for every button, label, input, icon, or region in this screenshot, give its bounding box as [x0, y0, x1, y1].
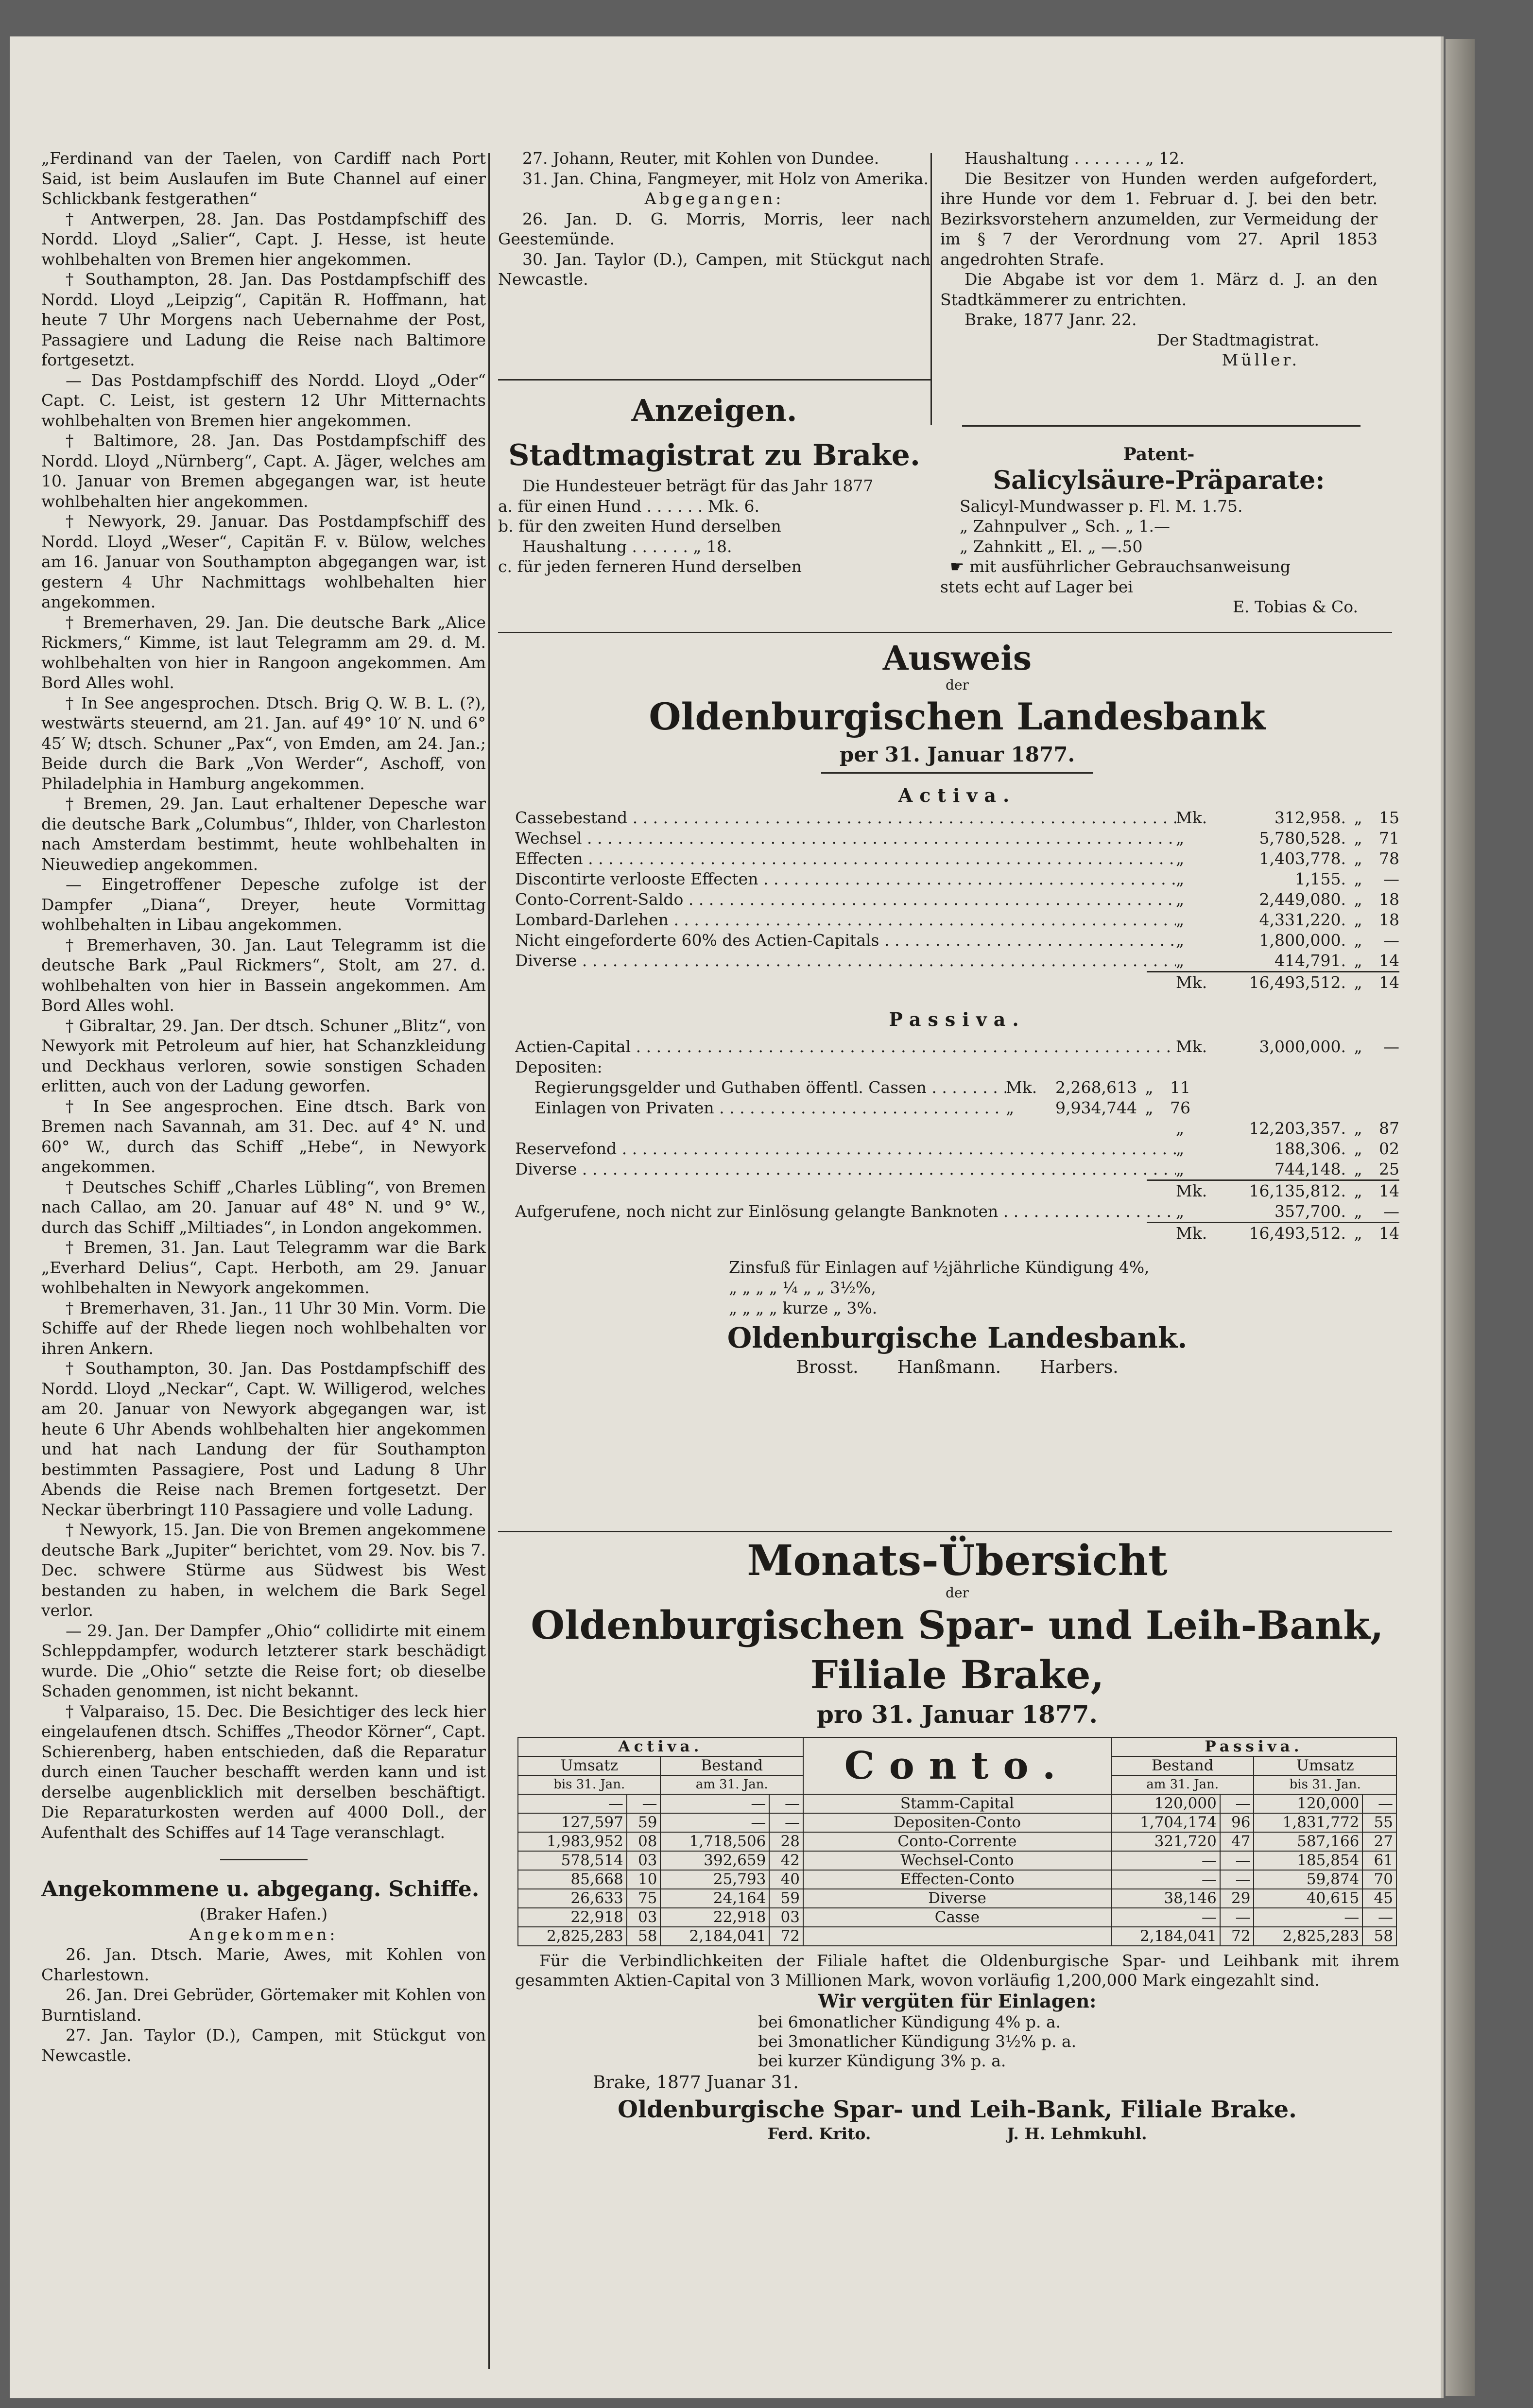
news-item: † In See angesprochen. Dtsch. Brig Q. W. B. L. (?), westwärts steuernd, am 21. Jan. auf 49° 10′ N. und 6° 45′ W; dtsch. Schuner „Pax“, von Emden, am 24. Jan.; Beide durch die Bark „Von Werder“, Aschoff, von Philadelphia in Hamburg angekommen.: [41, 693, 486, 793]
news-item: † Bremerhaven, 31. Jan., 11 Uhr 30 Min. Vorm. Die Schiffe auf der Rhede liegen noch wohlbehalten vor ihren Ankern.: [41, 1298, 486, 1358]
deposit-row: Regierungsgelder und Guthaben öffentl. Cassen . . . Mk. 2,268,613 „ 11: [515, 1077, 1190, 1098]
notice-text: Die Besitzer von Hunden werden aufgefordert, ihre Hunde vor dem 1. Februar d. J. bei den betr. Bezirksvorstehern anzumelden, zur Vermeidung der im § 7 der Verordnung vom 27. April 1853 angedrohten Strafe.: [940, 169, 1378, 269]
ad-line: „ Zahnpulver „ Sch. „ 1.—: [960, 517, 1171, 536]
signatory: J. H. Lehmkuhl.: [1007, 2124, 1147, 2143]
passiva-total-row: Mk. 16,493,512. „ 14: [1176, 1224, 1399, 1243]
activa-row: Wechsel . . . „ 5,780,528. „ 71: [515, 828, 1399, 849]
overview-der: der: [946, 1585, 969, 1601]
umsatz-header: Umsatz: [1254, 1756, 1396, 1775]
news-item: † In See angesprochen. Eine dtsch. Bark von Bremen nach Savannah, am 31. Dec. auf 4° N. und 60° W., durch das Schiff „Hebe“, in Newyork angekommen.: [41, 1096, 486, 1176]
passiva-row: Diverse . . . „ 744,148. „ 25: [515, 1159, 1399, 1179]
landesbank-statement: [515, 639, 1399, 1377]
tax-line: Haushaltung . . . . . . . „ 12.: [965, 149, 1185, 168]
book-edge: [1446, 39, 1475, 2396]
passiva-header: Passiva.: [1111, 1737, 1396, 1756]
place-date: Brake, 1877 Juanar 31.: [593, 2073, 799, 2093]
news-item: † Newyork, 15. Jan. Die von Bremen angekommene deutsche Bark „Jupiter“ berichtet, vom 29. Nov. bis 7. Dec. schwere Stürme aus Südwest bis West bestanden zu haben, in welchem die Bark Segel verlor.: [41, 1520, 486, 1620]
news-item: † Baltimore, 28. Jan. Das Postdampfschiff des Nordd. Lloyd „Nürnberg“, Capt. A. Jäger, welches am 10. Januar von Bremen abgegangen war, ist heute wohlbehalten hier angekommen.: [41, 431, 486, 511]
interest-line: „ „ „ „ ¼ „ „ 3½%,: [729, 1278, 876, 1297]
news-item: † Antwerpen, 28. Jan. Das Postdampfschiff des Nordd. Lloyd „Salier“, Capt. J. Hesse, ist heute wohlbehalten von Bremen hier angekommen.: [41, 209, 486, 269]
news-item: — Das Postdampfschiff des Nordd. Lloyd „Oder“ Capt. C. Leist, ist gestern 12 Uhr Mitternachts wohlbehalten von Bremen hier angekommen.: [41, 370, 486, 430]
pointing-hand-icon: ☛: [950, 557, 970, 576]
ships-continued-column: [498, 148, 930, 290]
ad-merchant: E. Tobias & Co.: [1232, 597, 1358, 616]
overview-bank: Oldenburgischen Spar- und Leih-Bank,: [531, 1602, 1384, 1648]
ship-entry: 26. Jan. D. G. Morris, Morris, leer nach Geestemünde.: [498, 209, 930, 248]
ship-entry: 26. Jan. Dtsch. Marie, Awes, mit Kohlen von Charlestown.: [41, 1945, 486, 1984]
statement-date: per 31. Januar 1877.: [839, 743, 1075, 766]
activa-row: Conto-Corrent-Saldo . . . „ 2,449,080. „ 18: [515, 889, 1399, 910]
column-rule: [488, 153, 490, 2369]
sparbank-signature: Oldenburgische Spar- und Leih-Bank, Filiale Brake.: [618, 2096, 1297, 2123]
activa-heading: Activa.: [898, 784, 1016, 806]
news-item: — 29. Jan. Der Dampfer „Ohio“ collidirte mit einem Schleppdampfer, wodurch letzterer stark beschädigt wurde. Die „Ohio“ setzte die Reise fort; ob dieselbe Schaden genommen, ist nicht bekannt.: [41, 1621, 486, 1700]
table-row: 127,597 59 — — Depositen-Conto 1,704,174 96 1,831,772 55: [518, 1813, 1396, 1832]
date-header: am 31. Jan.: [1111, 1775, 1254, 1794]
shipping-news-column: [41, 148, 486, 2065]
arrived-label: Angekommen:: [189, 1924, 338, 1944]
ships-subheading: (Braker Hafen.): [199, 1905, 328, 1923]
divider: [220, 1859, 308, 1860]
bestand-header: Bestand: [1111, 1756, 1254, 1775]
passiva-row: Aufgerufene, noch nicht zur Einlösung gelangte Banknoten . . . „ 357,700. „ —: [515, 1201, 1399, 1222]
passiva-row: Actien-Capital . . . Mk. 3,000,000. „ —: [515, 1037, 1399, 1057]
news-item: † Gibraltar, 29. Jan. Der dtsch. Schuner „Blitz“, von Newyork mit Petroleum auf hier, hat Schanzkleidung und Deckhaus verloren, sowie sonstigen Schaden erlitten, auch von der Ladung geworfen.: [41, 1016, 486, 1095]
section-rule: [498, 632, 1392, 633]
divider: [821, 772, 1093, 774]
deposit-total-row: „ 12,203,357. „ 87: [1176, 1119, 1399, 1138]
date-header: am 31. Jan.: [660, 1775, 803, 1794]
liability-note: Für die Verbindlichkeiten der Filiale haftet die Oldenburgische Spar- und Leihbank mit ihrem gesammten Aktien-Capital von 3 Millionen Mark, wovon vorläufig 1,200,000 Mark eingezahlt sind.: [515, 1951, 1399, 1990]
bestand-header: Bestand: [660, 1756, 803, 1775]
news-item: „Ferdinand van der Taelen, von Cardiff nach Port Said, ist beim Auslaufen im Bute Channel auf einer Schlickbank festgerathen“: [41, 149, 486, 208]
date-header: bis 31. Jan.: [1254, 1775, 1396, 1794]
salicyl-ad: [940, 445, 1378, 617]
sparbank-overview: [515, 1536, 1399, 2143]
statement-title: Ausweis: [882, 639, 1032, 678]
passiva-heading: Passiva.: [889, 1008, 1026, 1030]
date-header: bis 31. Jan.: [518, 1775, 660, 1794]
notice-column: [940, 148, 1378, 370]
activa-row: Nicht eingeforderte 60% des Actien-Capitals . . . „ 1,800,000. „ —: [515, 930, 1399, 951]
interest-rate: bei kurzer Kündigung 3% p. a.: [758, 2051, 1006, 2070]
signer-title: Der Stadtmagistrat.: [1156, 330, 1319, 349]
ad-line: stets echt auf Lager bei: [940, 577, 1133, 596]
news-item: † Newyork, 29. Januar. Das Postdampfschiff des Nordd. Lloyd „Weser“, Capitän F. v. Bülow, welches am 16. Januar von Southampton abgegangen war, ist gestern 4 Uhr Nachmittags wohlbehalten hier angekommen.: [41, 512, 486, 611]
section-rule: [498, 1531, 1392, 1532]
table-row: 26,633 75 24,164 59 Diverse 38,146 29 40,615 45: [518, 1889, 1396, 1908]
table-row: — — — — Stamm-Capital 120,000 — 120,000 —: [518, 1794, 1396, 1813]
section-rule: [498, 379, 930, 381]
ships-heading: Angekommene u. abgegang. Schiffe.: [41, 1877, 480, 1902]
news-item: † Bremerhaven, 29. Jan. Die deutsche Bark „Alice Rickmers,“ Kimme, ist laut Telegramm am 29. d. M. wohlbehalten von hier in Rangoon angekommen. Am Bord Alles wohl.: [41, 612, 486, 692]
news-item: † Southampton, 30. Jan. Das Postdampfschiff des Nordd. Lloyd „Neckar“, Capt. W. Willigerod, welches am 20. Januar von Newyork abgegangen war, ist heute 6 Uhr Abends wohlbehalten hier angekommen und hat nach Landung der für Southampton bestimmten Passagiere, Post und Ladung 8 Uhr Abends die Reise nach Bremen fortgesetzt. Der Neckar überbringt 110 Passagiere und volle Ladung.: [41, 1359, 486, 1519]
signer: Müller.: [1222, 350, 1300, 369]
departed-label: Abgegangen:: [644, 189, 784, 208]
interest-rate: bei 6monatlicher Kündigung 4% p. a.: [758, 2012, 1061, 2031]
ad-patent: Patent-: [1123, 444, 1195, 465]
ship-entry: 27. Jan. Taylor (D.), Campen, mit Stückgut von Newcastle.: [41, 2026, 486, 2065]
overview-title: Monats-Übersicht: [747, 1536, 1168, 1585]
landesbank-signature: Oldenburgische Landesbank.: [727, 1321, 1188, 1354]
tax-intro: Die Hundesteuer beträgt für das Jahr 1877: [522, 476, 874, 495]
newspaper-page: [10, 36, 1444, 2398]
director-name: Brosst.: [796, 1357, 859, 1377]
activa-header: Activa.: [518, 1737, 803, 1756]
tax-line: c. für jeden ferneren Hund derselben: [498, 557, 802, 576]
passiva-row: Reservefond . . . „ 188,306. „ 02: [515, 1139, 1399, 1159]
interest-line: Zinsfuß für Einlagen auf ½jährliche Kündigung 4%,: [729, 1258, 1150, 1277]
overview-table: [517, 1737, 1397, 1946]
ship-entry: 27. Johann, Reuter, mit Kohlen von Dundee.: [522, 149, 879, 168]
ship-entry: 26. Jan. Drei Gebrüder, Görtemaker mit Kohlen von Burntisland.: [41, 1985, 486, 2025]
depositen-label: Depositen:: [515, 1057, 603, 1076]
ad-title: Salicylsäure-Präparate:: [993, 465, 1325, 495]
magistrat-heading: Stadtmagistrat zu Brake.: [508, 438, 920, 472]
place-date: Brake, 1877 Janr. 22.: [965, 310, 1137, 329]
interest-heading: Wir vergüten für Einlagen:: [818, 1990, 1097, 2012]
activa-row: Diverse . . . „ 414,791. „ 14: [515, 951, 1399, 971]
column-rule: [930, 153, 932, 425]
tax-line: a. für einen Hund . . . . . . Mk. 6.: [498, 496, 760, 516]
director-name: Harbers.: [1040, 1357, 1119, 1377]
deposit-row: Einlagen von Privaten . . . „ 9,934,744 „ 76: [515, 1098, 1190, 1118]
overview-date: pro 31. Januar 1877.: [817, 1700, 1098, 1729]
news-item: † Southampton, 28. Jan. Das Postdampfschiff des Nordd. Lloyd „Leipzig“, Capitän R. Hoffmann, hat heute 7 Uhr Morgens nach Uebernahme der Post, Passagiere und Ladung die Reise nach Baltimore fortgesetzt.: [41, 270, 486, 369]
interest-line: „ „ „ „ kurze „ 3%.: [729, 1299, 878, 1317]
statement-der: der: [946, 677, 969, 693]
signatory: Ferd. Krito.: [767, 2124, 871, 2143]
ship-entry: 30. Jan. Taylor (D.), Campen, mit Stückgut nach Newcastle.: [498, 249, 930, 289]
table-row: 1,983,952 08 1,718,506 28 Conto-Corrente 321,720 47 587,166 27: [518, 1832, 1396, 1851]
table-row: 578,514 03 392,659 42 Wechsel-Conto — — 185,854 61: [518, 1851, 1396, 1870]
bank-name: Oldenburgischen Landesbank: [649, 695, 1266, 738]
news-item: † Bremerhaven, 30. Jan. Laut Telegramm ist die deutsche Bark „Paul Rickmers“, Stolt, am 27. d. wohlbehalten von hier in Bassein angekommen. Am Bord Alles wohl.: [41, 935, 486, 1015]
news-item: † Bremen, 31. Jan. Laut Telegramm war die Bark „Everhard Delius“, Capt. Herboth, am 29. Januar wohlbehalten in Newyork angekommen.: [41, 1238, 486, 1297]
news-item: † Valparaiso, 15. Dec. Die Besichtiger des leck hier eingelaufenen dtsch. Schiffes „Theodor Körner“, Capt. Schierenberg, haben entschieden, daß die Reparatur durch einen Taucher beschafft werden kann und ist derselbe augenblicklich mit derselben beschäftigt. Die Reparaturkosten werden auf 4000 Doll., der Aufenthalt des Schiffes auf 14 Tage veranschlagt.: [41, 1701, 486, 1842]
table-row: 85,668 10 25,793 40 Effecten-Conto — — 59,874 70: [518, 1870, 1396, 1889]
passiva-subtotal-row: Mk. 16,135,812. „ 14: [1176, 1181, 1399, 1200]
overview-filiale: Filiale Brake,: [810, 1652, 1104, 1698]
dog-tax-notice: [498, 386, 930, 577]
activa-row: Effecten . . . „ 1,403,778. „ 78: [515, 849, 1399, 869]
news-item: † Deutsches Schiff „Charles Lübling“, von Bremen nach Callao, am 20. Januar auf 48° N. und 9° W., durch das Schiff „Miltiades“, in London angekommen.: [41, 1177, 486, 1237]
conto-header: Conto.: [803, 1737, 1111, 1794]
ad-line: „ Zahnkitt „ El. „ —.50: [960, 537, 1143, 556]
notice-text: Die Abgabe ist vor dem 1. März d. J. an den Stadtkämmerer zu entrichten.: [940, 270, 1378, 309]
table-total-row: 2,825,283 58 2,184,041 72 2,184,041 72 2,825,283 58: [518, 1927, 1396, 1946]
ad-line: Salicyl-Mundwasser p. Fl. M. 1.75.: [960, 496, 1243, 516]
section-rule: [962, 425, 1361, 427]
table-row: 22,918 03 22,918 03 Casse — — — —: [518, 1908, 1396, 1927]
activa-row: Cassebestand . . . Mk. 312,958. „ 15: [515, 808, 1399, 828]
umsatz-header: Umsatz: [518, 1756, 660, 1775]
ship-entry: 31. Jan. China, Fangmeyer, mit Holz von Amerika.: [522, 169, 929, 188]
ads-heading: Anzeigen.: [631, 393, 797, 428]
ad-line: mit ausführlicher Gebrauchsanweisung: [969, 557, 1291, 576]
news-item: — Eingetroffener Depesche zufolge ist der Dampfer „Diana“, Dreyer, heute Vormittag wohlbehalten in Libau angekommen.: [41, 875, 486, 934]
interest-rate: bei 3monatlicher Kündigung 3½% p. a.: [758, 2032, 1077, 2051]
tax-line: Haushaltung . . . . . . „ 18.: [522, 537, 732, 556]
activa-total-row: Mk. 16,493,512. „ 14: [1176, 973, 1399, 992]
activa-row: Discontirte verlooste Effecten . . . „ 1,155. „ —: [515, 869, 1399, 889]
activa-row: Lombard-Darlehen . . . „ 4,331,220. „ 18: [515, 910, 1399, 930]
director-name: Hanßmann.: [897, 1357, 1001, 1377]
news-item: † Bremen, 29. Jan. Laut erhaltener Depesche war die deutsche Bark „Columbus“, Ihlder, von Charleston nach Amsterdam bestimmt, heute wohlbehalten in Nieuwediep angekommen.: [41, 794, 486, 874]
tax-line: b. für den zweiten Hund derselben: [498, 517, 781, 536]
